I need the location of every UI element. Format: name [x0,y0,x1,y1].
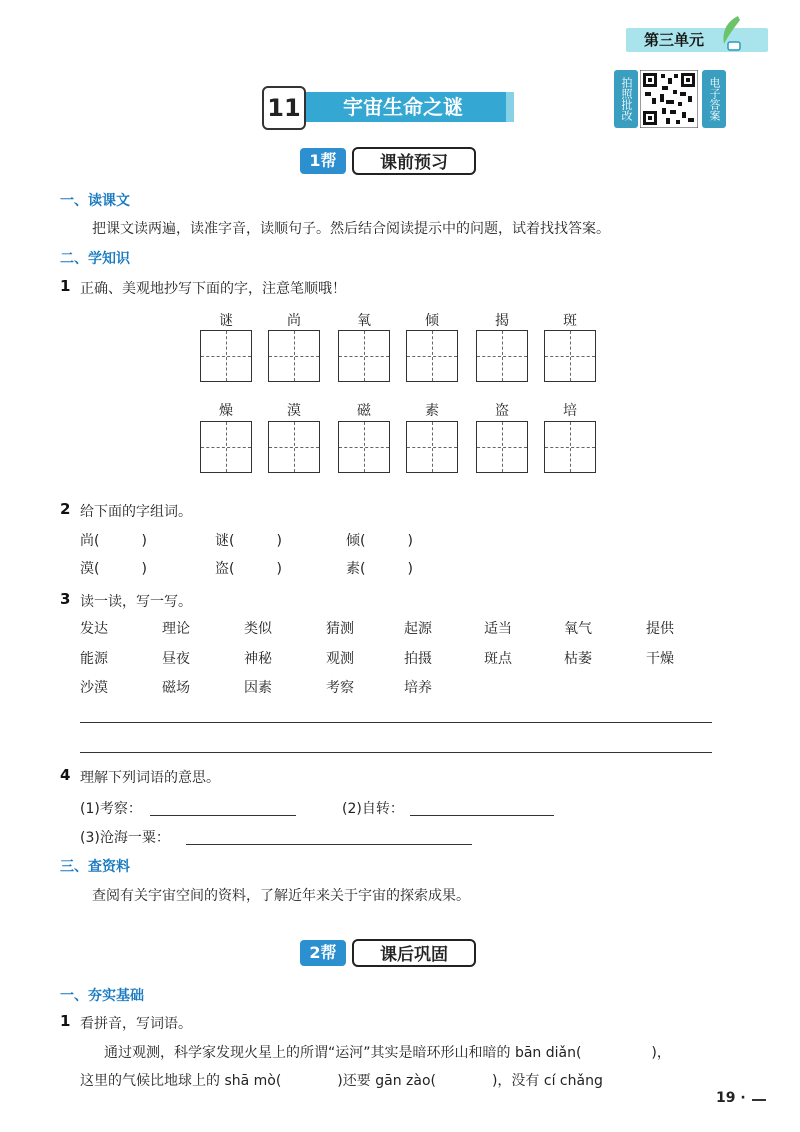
qr-panel[interactable] [614,70,770,128]
q3-word: 猜测 [326,621,354,637]
q2-word-blank[interactable]: 谜( ) [215,533,282,549]
grid-char-label: 燥 [219,403,233,419]
q3-word: 昼夜 [162,651,190,667]
section-learn-heading: 二、学知识 [60,251,130,267]
lesson-title: 宇宙生命之谜 [300,92,514,122]
q3-word: 发达 [80,621,108,637]
section-read-text: 把课文读两遍，读准字音，读顺句子。然后结合阅读提示中的问题，试着找找答案。 [92,221,610,237]
writing-grid-box[interactable] [544,330,596,382]
writing-grid-box[interactable] [406,330,458,382]
grid-char-label: 倾 [425,313,439,329]
q3-word: 拍摄 [404,651,432,667]
writing-grid-box[interactable] [476,421,528,473]
q3-word: 起源 [404,621,432,637]
q5-number: 1 [60,1012,71,1030]
writing-grid-box[interactable] [476,330,528,382]
section-research-text: 查阅有关宇宙空间的资料，了解近年来关于宇宙的探索成果。 [92,888,470,904]
q3-word: 理论 [162,621,190,637]
writing-grid-box[interactable] [406,421,458,473]
grid-char-label: 磁 [357,403,371,419]
qr-label-left: 拍照批改 [614,70,638,128]
writing-grid-box[interactable] [544,421,596,473]
help-badge-1: 1帮 [300,148,346,174]
q5-line2: 这里的气候比地球上的 shā mò( )还要 gān zào( )，没有 cí chǎng [80,1073,603,1089]
writing-grid-box[interactable] [268,421,320,473]
section-research-heading: 三、查资料 [60,859,130,875]
grid-char-label: 素 [425,403,439,419]
q2-number: 2 [60,500,71,518]
help-badge-2: 2帮 [300,940,346,966]
grid-char-label: 氧 [357,313,371,329]
feather-icon [718,14,744,52]
page-number: 19 · [716,1090,746,1106]
section-read-heading: 一、读课文 [60,193,130,209]
q3-word: 磁场 [162,680,190,696]
writing-grid-box[interactable] [268,330,320,382]
grid-char-label: 斑 [563,313,577,329]
help-title-1: 课前预习 [352,147,476,175]
q3-word: 沙漠 [80,680,108,696]
q3-word: 适当 [484,621,512,637]
q3-word: 因素 [244,680,272,696]
q4-item1-label: (1)考察： [80,801,142,817]
q4-item1-answer-line[interactable] [150,815,296,816]
q3-word: 枯萎 [564,651,592,667]
q4-item3-answer-line[interactable] [186,844,472,845]
qr-label-right: 电子答案 [702,70,726,128]
q3-word: 培养 [404,680,432,696]
q4-text: 理解下列词语的意思。 [80,770,220,786]
q3-word: 能源 [80,651,108,667]
q2-text: 给下面的字组词。 [80,504,192,520]
unit-tag [626,28,768,52]
q4-item2-answer-line[interactable] [410,815,554,816]
section-basics-heading: 一、夯实基础 [60,988,144,1004]
q2-word-blank[interactable]: 漠( ) [80,561,147,577]
grid-char-label: 揭 [495,313,509,329]
writing-grid-box[interactable] [338,330,390,382]
unit-label: 第三单元 [644,31,705,49]
q4-number: 4 [60,766,71,784]
q3-text: 读一读，写一写。 [80,594,192,610]
q2-word-blank[interactable]: 尚( ) [80,533,147,549]
q1-number: 1 [60,277,71,295]
q3-word: 考察 [326,680,354,696]
q2-word-blank[interactable]: 盗( ) [215,561,282,577]
q3-word: 神秘 [244,651,272,667]
q5-text: 看拼音，写词语。 [80,1016,192,1032]
footer-dash [752,1099,766,1101]
q3-number: 3 [60,590,71,608]
writing-line[interactable] [80,752,712,753]
q4-item2-label: (2)自转： [342,801,404,817]
q3-word: 氧气 [564,621,592,637]
qr-code-icon[interactable] [640,70,698,128]
q2-word-blank[interactable]: 倾( ) [346,533,413,549]
lesson-number: 11 [262,86,306,130]
writing-grid-box[interactable] [200,421,252,473]
grid-char-label: 尚 [287,313,301,329]
q1-text: 正确、美观地抄写下面的字，注意笔顺哦！ [80,281,346,297]
grid-char-label: 谜 [219,313,233,329]
grid-char-label: 盗 [495,403,509,419]
q3-word: 提供 [646,621,674,637]
writing-grid-box[interactable] [338,421,390,473]
q3-word: 观测 [326,651,354,667]
grid-char-label: 培 [563,403,577,419]
q2-word-blank[interactable]: 素( ) [346,561,413,577]
grid-char-label: 漠 [287,403,301,419]
help-title-2: 课后巩固 [352,939,476,967]
q3-word: 类似 [244,621,272,637]
q3-word: 斑点 [484,651,512,667]
q3-word: 干燥 [646,651,674,667]
writing-grid-box[interactable] [200,330,252,382]
writing-line[interactable] [80,722,712,723]
q4-item3-label: (3)沧海一粟： [80,830,170,846]
q5-line1: 通过观测，科学家发现火星上的所谓“运河”其实是暗环形山和暗的 bān diǎn( )， [104,1045,671,1061]
